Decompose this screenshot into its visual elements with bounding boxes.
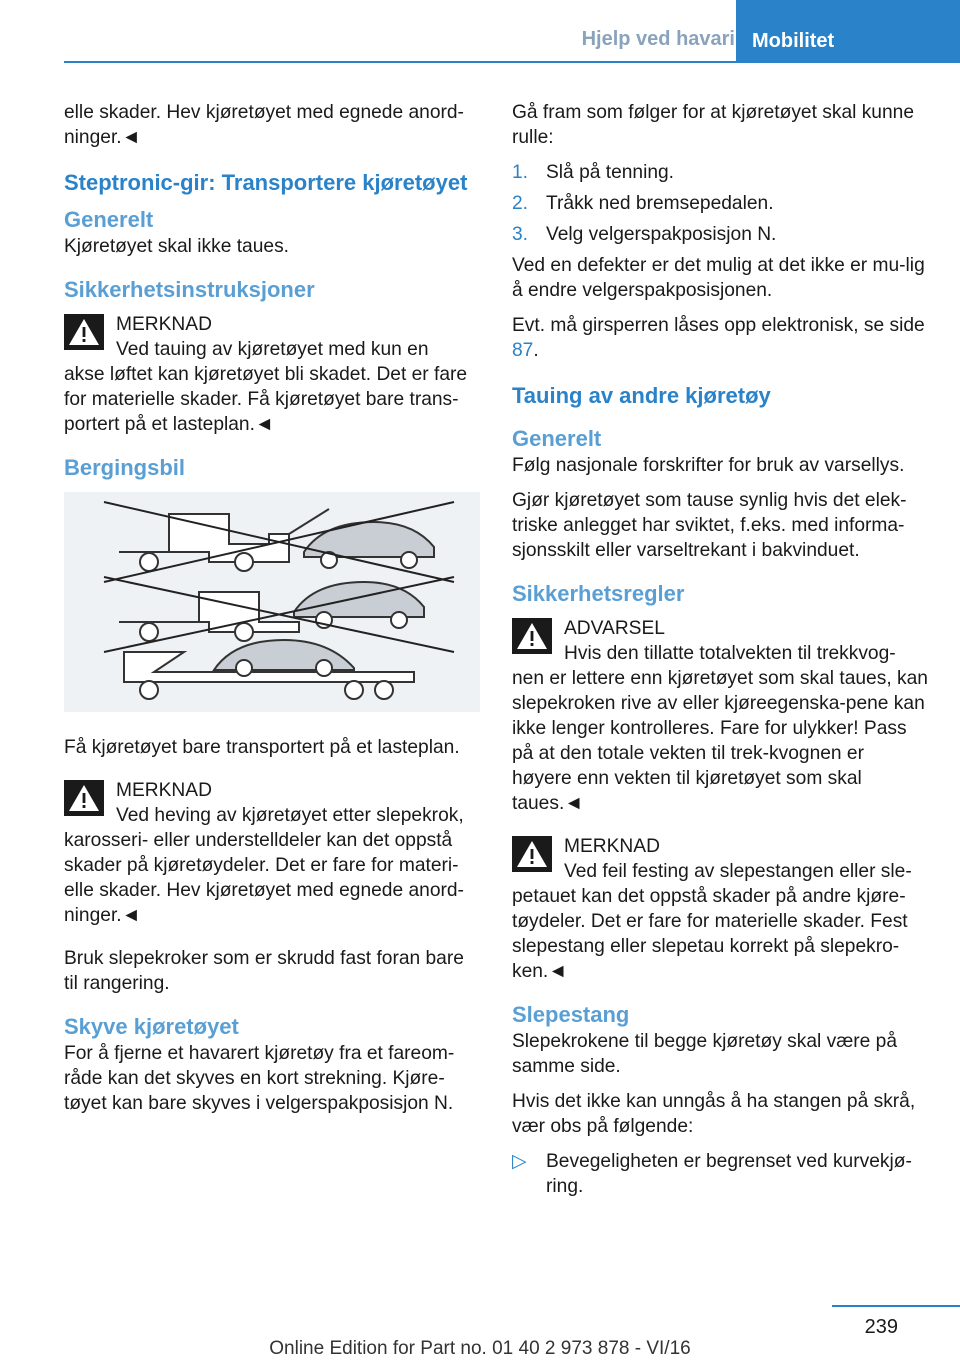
warning-keyword: ADVARSEL — [564, 618, 665, 639]
triangle-bullet-icon: ▷ — [512, 1151, 527, 1172]
notice-keyword: MERKNAD — [116, 314, 212, 335]
header-rule — [64, 61, 960, 63]
heading-generelt-right: Generelt — [512, 426, 602, 451]
page-number: 239 — [864, 1316, 898, 1338]
footer-rule — [832, 1305, 960, 1307]
list-item: 2. Tråkk ned bremsepedalen. — [512, 193, 774, 214]
paragraph-slepekroker: Bruk slepekroker som er skrudd fast foran bare til rangering. — [64, 948, 464, 994]
warning-triangle-icon — [64, 314, 104, 350]
notice-text: akse løftet kan kjøretøyet bli skadet. Det er fare for materielle skader. Få kjøretøyet bare trans-portert på et lasteplan.◄ — [64, 364, 468, 435]
tab-chapter[interactable]: Mobilitet — [736, 0, 960, 62]
notice-first-line: Ved tauing av kjøretøyet med kun en — [116, 339, 429, 360]
notice-box-3 — [512, 834, 928, 984]
notice-first-line: Ved feil festing av slepestangen eller sle- — [564, 861, 912, 882]
notice-first-line: Ved heving av kjøretøyet etter slepekrok, — [116, 805, 464, 826]
heading-slepestang: Slepestang — [512, 1002, 630, 1027]
tow-truck-illustration — [64, 492, 480, 712]
paragraph-generelt: Kjøretøyet skal ikke taues. — [64, 236, 289, 257]
notice-keyword: MERKNAD — [116, 780, 212, 801]
notice-box-2 — [64, 778, 480, 928]
heading-tauing: Tauing av andre kjøretøy — [512, 383, 771, 408]
paragraph-gen1: Følg nasjonale forskrifter for bruk av varsellys. — [512, 455, 905, 476]
warning-first-line: Hvis den tillatte totalvekten til trekkvog- — [564, 643, 896, 664]
page-header — [0, 0, 960, 62]
paragraph-defekt: Ved en defekter er det mulig at det ikke er mu-lig å endre velgerspakposisjonen. — [512, 255, 925, 301]
paragraph-intro: Gå fram som følger for at kjøretøyet skal kunne rulle: — [512, 102, 914, 148]
warning-text: nen er lettere enn kjøretøyet som skal taues, kan slepekroken rive av eller kjøreegenska-pene kan ikke lenger kontrolleres. Fare for ulykker! Pass på at den totale vekten til trek-kvognen er høyere enn vekten til kjøretøyet som skal taues.◄ — [512, 668, 928, 814]
notice-keyword: MERKNAD — [564, 836, 660, 857]
right-column — [512, 100, 928, 1205]
paragraph-skyve: For å fjerne et havarert kjøretøy fra et fareom-råde kan det skyves en kort strekning. Kjøre-tøyet kan bare skyves i velgerspakposisjon N. — [64, 1043, 455, 1114]
heading-skyve: Skyve kjøretøyet — [64, 1014, 239, 1039]
left-column — [64, 100, 480, 1126]
heading-sikkerhetsregler: Sikkerhetsregler — [512, 581, 685, 606]
heading-sikkerhetsinstruksjoner: Sikkerhetsinstruksjoner — [64, 277, 315, 302]
paragraph-gen2: Gjør kjøretøyet som tause synlig hvis det elek-triske anlegget har sviktet, f.eks. med informa-sjonsskilt eller varseltrekant i bakvinduet. — [512, 490, 907, 561]
notice-box — [64, 312, 480, 437]
notice-text: petauet kan det oppstå skader på andre kjøre-tøydeler. Det er fare for materielle skader. Fest slepestang eller slepetau korrekt på slepekro-ken.◄ — [512, 886, 908, 982]
heading-steptronic: Steptronic-gir: Transportere kjøretøyet — [64, 170, 468, 195]
heading-bergingsbil: Bergingsbil — [64, 455, 186, 480]
heading-generelt: Generelt — [64, 207, 154, 232]
warning-triangle-icon — [64, 780, 104, 816]
paragraph-continued: elle skader. Hev kjøretøyet med egnede anord-ninger.◄ — [64, 102, 464, 148]
list-item: 3. Velg velgerspakposisjon N. — [512, 224, 777, 245]
tab-section[interactable]: Hjelp ved havari — [581, 28, 735, 50]
bullet-list — [512, 1149, 928, 1199]
notice-text: karosseri- eller understelldeler kan det oppstå skader på kjøretøydeler. Det er fare for materi-elle skader. Hev kjøretøyet med egnede anord-ninger.◄ — [64, 830, 464, 926]
page-link[interactable]: 87 — [512, 340, 534, 361]
figure-caption: Få kjøretøyet bare transportert på et lasteplan. — [64, 737, 460, 758]
footer-edition: Online Edition for Part no. 01 40 2 973 878 - VI/16 — [269, 1338, 691, 1359]
steps-list — [512, 160, 928, 247]
list-item: ▷ Bevegeligheten er begrenset ved kurvekjø-ring. — [512, 1151, 912, 1197]
paragraph-slep2: Hvis det ikke kan unngås å ha stangen på skrå, vær obs på følgende: — [512, 1091, 916, 1137]
paragraph-slep1: Slepekrokene til begge kjøretøy skal være på samme side. — [512, 1031, 897, 1077]
paragraph-evt: Evt. må girsperren låses opp elektronisk, se side 87. — [512, 315, 925, 361]
warning-triangle-icon — [512, 836, 552, 872]
warning-box — [512, 616, 928, 816]
list-item: 1. Slå på tenning. — [512, 162, 675, 183]
warning-triangle-icon — [512, 618, 552, 654]
